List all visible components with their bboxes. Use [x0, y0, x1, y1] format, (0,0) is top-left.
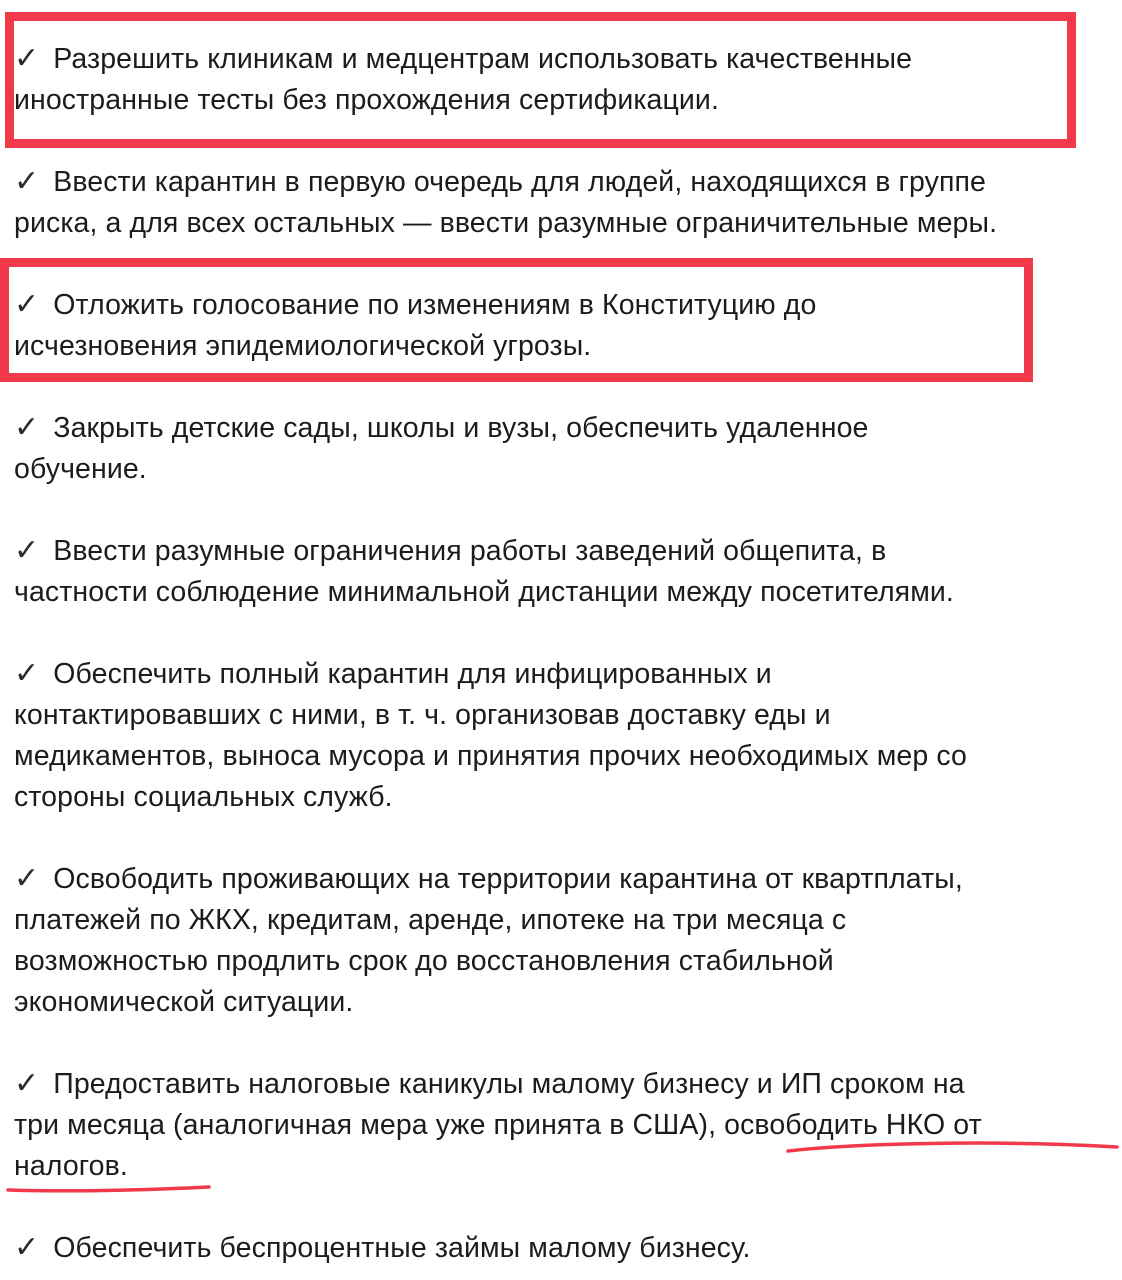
- list-item-text: Ввести карантин в первую очередь для людей, находящихся в группе: [53, 166, 987, 198]
- list-item-text: Освободить проживающих на территории карантина от квартплаты,: [53, 863, 963, 895]
- list-item-text: Закрыть детские сады, школы и вузы, обеспечить удаленное: [53, 412, 869, 444]
- list-item-text: Разрешить клиникам и медцентрам использовать качественные: [53, 43, 913, 75]
- list-item-text: Отложить голосование по изменениям в Конституцию до: [53, 289, 817, 321]
- list-item-text: контактировавших с ними, в т. ч. организовав доставку еды и: [14, 699, 831, 731]
- highlight-box: [5, 12, 1076, 148]
- list-item-text: риска, а для всех остальных — ввести разумные ограничительные меры.: [14, 207, 998, 239]
- list-item: [14, 407, 1114, 490]
- checkmark-icon: ✓: [14, 410, 40, 445]
- list-item: [14, 530, 1114, 613]
- list-item-text: три месяца (аналогичная мера уже принята в США), освободить НКО от: [14, 1109, 982, 1141]
- list-item-text: Предоставить налоговые каникулы малому бизнесу и ИП сроком на: [53, 1068, 965, 1100]
- list-item-text: возможностью продлить срок до восстановления стабильной: [14, 945, 834, 977]
- list-item-text: Обеспечить беспроцентные займы малому бизнесу.: [53, 1232, 751, 1264]
- list-item-text: экономической ситуации.: [14, 986, 354, 1018]
- list-item-text: налогов.: [14, 1150, 128, 1182]
- list-item-text: медикаментов, выноса мусора и принятия прочих необходимых мер со: [14, 740, 967, 772]
- checkmark-icon: ✓: [14, 656, 40, 691]
- list-item-text: исчезновения эпидемиологической угрозы.: [14, 330, 592, 362]
- checkmark-icon: ✓: [14, 164, 40, 199]
- checkmark-icon: ✓: [14, 533, 40, 568]
- highlight-box: [0, 258, 1033, 382]
- list-item-text: стороны социальных служб.: [14, 781, 393, 813]
- list-item-text: частности соблюдение минимальной дистанции между посетителями.: [14, 576, 954, 608]
- list-item: [14, 1063, 1114, 1187]
- list-item-text: Обеспечить полный карантин для инфицированных и: [53, 658, 772, 690]
- checkmark-icon: ✓: [14, 287, 40, 322]
- list-item-text: обучение.: [14, 453, 147, 485]
- underline-stroke: [8, 1187, 209, 1191]
- list-item-text: платежей по ЖКХ, кредитам, аренде, ипотеке на три месяца с: [14, 904, 847, 936]
- list-item: [14, 1227, 1114, 1269]
- list-item: [14, 653, 1114, 818]
- list-item-text: Ввести разумные ограничения работы заведений общепита, в: [53, 535, 887, 567]
- checkmark-icon: ✓: [14, 41, 40, 76]
- checkmark-icon: ✓: [14, 861, 40, 896]
- checkmark-icon: ✓: [14, 1230, 40, 1265]
- checkmark-icon: ✓: [14, 1066, 40, 1101]
- list-item: [14, 858, 1114, 1023]
- list-item: [14, 161, 1114, 244]
- list-item-text: иностранные тесты без прохождения сертификации.: [14, 84, 719, 116]
